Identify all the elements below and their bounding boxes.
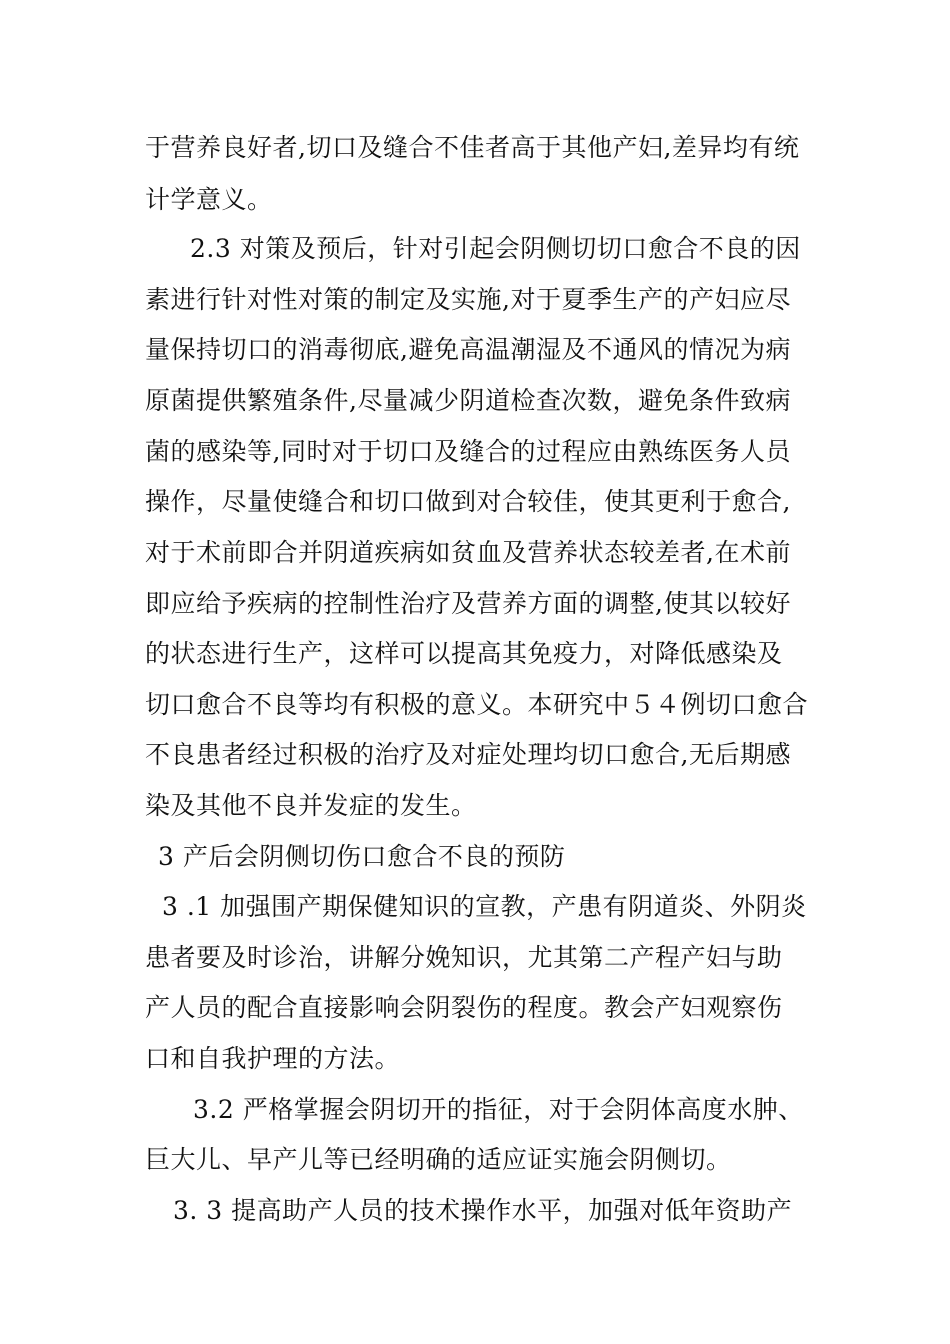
text-line: 产人员的配合直接影响会阴裂伤的程度。教会产妇观察伤 bbox=[145, 993, 783, 1022]
text-line: 不良患者经过积极的治疗及对症处理均切口愈合,无后期感 bbox=[145, 740, 791, 769]
text-line: 于营养良好者,切口及缝合不佳者高于其他产妇,差异均有统 bbox=[145, 133, 800, 162]
text-line: 计学意义。 bbox=[145, 185, 273, 214]
text-line: 量保持切口的消毒彻底,避免高温潮湿及不通风的情况为病 bbox=[145, 335, 791, 364]
text-line: 巨大儿、早产儿等已经明确的适应证实施会阴侧切。 bbox=[145, 1145, 732, 1174]
section-3-heading: 3 产后会阴侧切伤口愈合不良的预防 bbox=[158, 842, 566, 871]
text-line: 染及其他不良并发症的发生。 bbox=[145, 791, 477, 820]
text-line: 菌的感染等,同时对于切口及缝合的过程应由熟练医务人员 bbox=[145, 437, 791, 466]
text-line: 原菌提供繁殖条件,尽量减少阴道检查次数，避免条件致病 bbox=[145, 386, 791, 415]
text-line: 患者要及时诊治，讲解分娩知识，尤其第二产程产妇与助 bbox=[145, 943, 783, 972]
text-line: 操作，尽量使缝合和切口做到对合较佳，使其更利于愈合, bbox=[145, 487, 791, 516]
section-2-3-paragraph: 2.3 对策及预后，针对引起会阴侧切切口愈合不良的因 bbox=[190, 234, 801, 263]
section-3-1-paragraph: 3 .1 加强围产期保健知识的宣教，产患有阴道炎、外阴炎 bbox=[162, 892, 807, 921]
text-line: 素进行针对性对策的制定及实施,对于夏季生产的产妇应尽 bbox=[145, 285, 791, 314]
text-line: 的状态进行生产，这样可以提高其免疫力，对降低感染及 bbox=[145, 639, 783, 668]
section-3-3-paragraph: 3. 3 提高助产人员的技术操作水平，加强对低年资助产 bbox=[173, 1196, 793, 1225]
section-3-2-paragraph: 3.2 严格掌握会阴切开的指征，对于会阴体高度水肿、 bbox=[193, 1095, 804, 1124]
text-line: 即应给予疾病的控制性治疗及营养方面的调整,使其以较好 bbox=[145, 589, 791, 618]
text-line: 切口愈合不良等均有积极的意义。本研究中５４例切口愈合 bbox=[145, 690, 809, 719]
text-line: 口和自我护理的方法。 bbox=[145, 1044, 401, 1073]
text-line: 对于术前即合并阴道疾病如贫血及营养状态较差者,在术前 bbox=[145, 538, 791, 567]
